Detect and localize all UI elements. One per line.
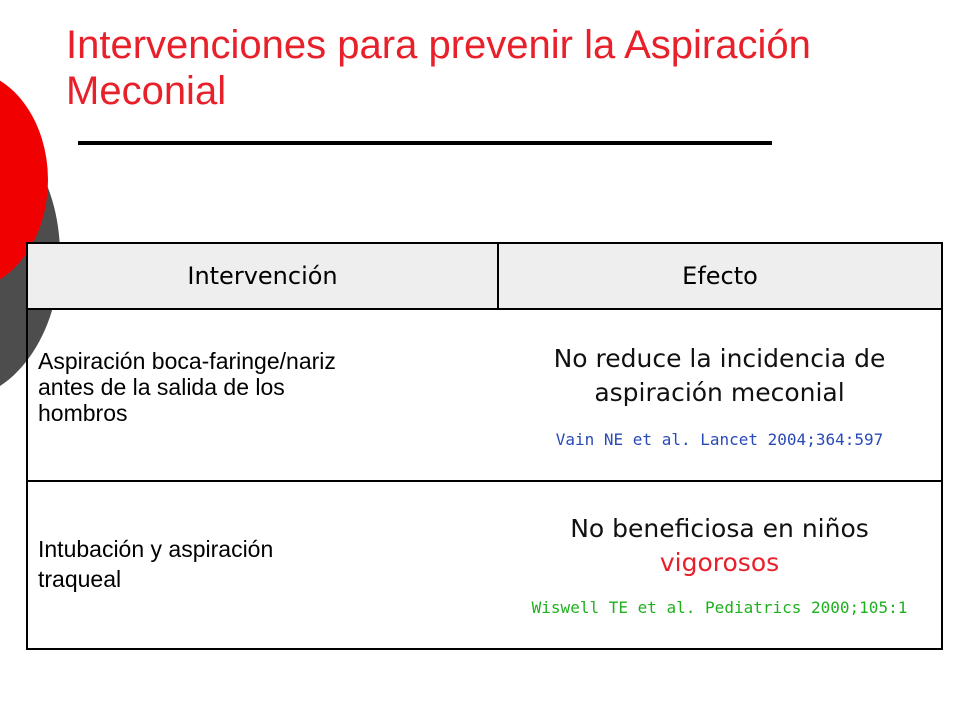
intervention-cell (27, 309, 498, 481)
table-header-row (27, 243, 942, 309)
effect-highlight: vigorosos (659, 548, 780, 577)
effect-line: aspiración meconial (594, 378, 845, 407)
intervention-line: Aspiración boca-faringe/nariz (38, 348, 336, 374)
interventions-table (26, 242, 943, 650)
title-underline (78, 141, 772, 145)
intervention-cell (27, 481, 498, 649)
effect-line: No beneficiosa en niños (570, 514, 869, 543)
intervention-line: hombros (38, 400, 128, 426)
table-row (27, 309, 942, 481)
reference-citation: Wiswell TE et al. Pediatrics 2000;105:1 (531, 598, 908, 617)
effect-cell (498, 309, 942, 481)
intervention-line: traqueal (38, 566, 122, 592)
intervention-line: Intubación y aspiración (38, 536, 274, 562)
slide-title: Intervenciones para prevenir la Aspiración Meconial (66, 23, 811, 113)
effect-cell (498, 481, 942, 649)
header-efecto: Efecto (498, 243, 942, 309)
table-row (27, 481, 942, 649)
intervention-line: antes de la salida de los (38, 374, 285, 400)
reference-citation: Vain NE et al. Lancet 2004;364:597 (555, 430, 884, 449)
header-intervencion: Intervención (27, 243, 498, 309)
effect-line: No reduce la incidencia de (553, 344, 886, 373)
